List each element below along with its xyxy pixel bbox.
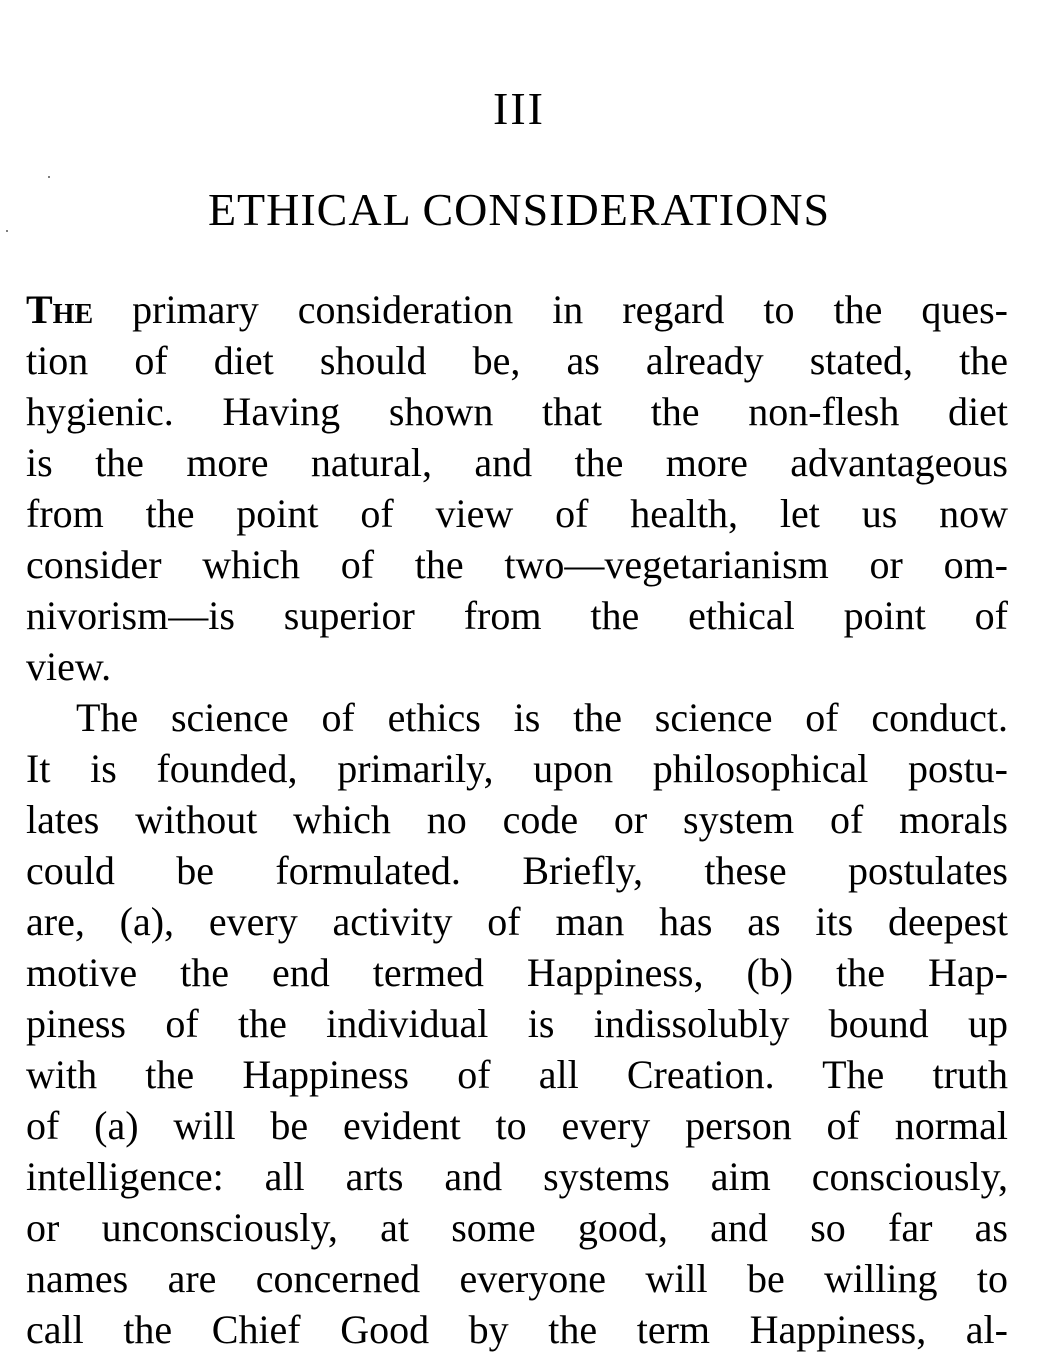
text-line: could be formulated. Briefly, these postulates — [26, 848, 1008, 893]
line-text: primary consideration in regard to the ques- — [93, 287, 1008, 332]
text-line: hygienic. Having shown that the non-flesh diet — [26, 389, 1008, 434]
text-line: The science of ethics is the science of conduct. — [76, 695, 1008, 740]
text-line: are, (a), every activity of man has as its deepest — [26, 899, 1008, 944]
text-line: with the Happiness of all Creation. The truth — [26, 1052, 1008, 1097]
body-text — [26, 284, 1008, 1355]
text-line: from the point of view of health, let us now — [26, 491, 1008, 536]
text-line: names are concerned everyone will be willing to — [26, 1256, 1008, 1301]
print-speck — [48, 176, 50, 178]
text-line: motive the end termed Happiness, (b) the Hap- — [26, 950, 1008, 995]
text-line — [26, 284, 1008, 335]
paragraph-2 — [26, 692, 1008, 1355]
chapter-title: ETHICAL CONSIDERATIONS — [207, 184, 831, 235]
text-line: tion of diet should be, as already stated, the — [26, 338, 1008, 383]
text-line: nivorism—is superior from the ethical point of — [26, 593, 1008, 638]
chapter-number: III — [493, 83, 545, 134]
text-line: view. — [26, 644, 112, 689]
text-line: is the more natural, and the more advantageous — [26, 440, 1008, 485]
text-line: call the Chief Good by the term Happiness, al- — [26, 1307, 1008, 1352]
text-line: It is founded, primarily, upon philosophical postu- — [26, 746, 1008, 791]
text-line: or unconsciously, at some good, and so far as — [26, 1205, 1008, 1250]
text-line: intelligence: all arts and systems aim consciously, — [26, 1154, 1008, 1199]
opening-word: The — [26, 287, 94, 332]
text-line: lates without which no code or system of morals — [26, 797, 1008, 842]
text-line: of (a) will be evident to every person of normal — [26, 1103, 1008, 1148]
text-line: consider which of the two—vegetarianism or om- — [26, 542, 1008, 587]
paragraph-1 — [26, 284, 1008, 692]
text-line: piness of the individual is indissolubly bound up — [26, 1001, 1008, 1046]
